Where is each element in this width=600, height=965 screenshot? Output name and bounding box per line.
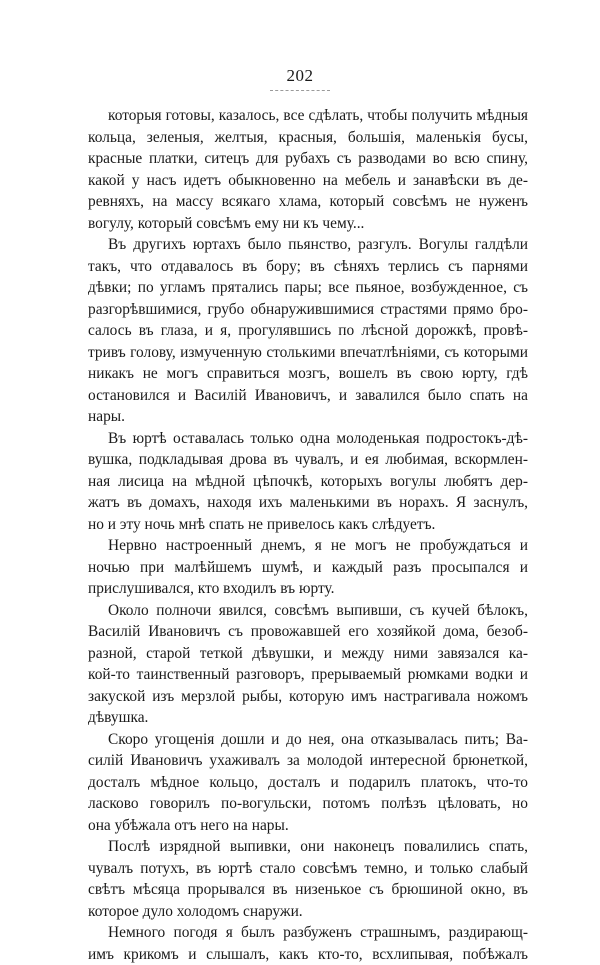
paragraph-p4 — [88, 535, 528, 600]
text-line: Около полночи явился, совсѣмъ выпивши, съ кучей бѣлокъ, — [88, 600, 528, 622]
text-line: Немного погодя я былъ разбуженъ страшнымъ, раздирающ- — [88, 922, 528, 944]
text-line: какой у насъ идетъ обыкновенно на мебель и занавѣски въ де- — [88, 170, 528, 192]
text-line: вогулу, который совсѣмъ ему ни къ чему... — [88, 213, 528, 235]
paragraph-p1 — [88, 105, 528, 234]
text-line: она убѣжала отъ него на нары. — [88, 815, 528, 837]
text-line: вушка, подкладывая дрова въ чувалъ, и ея любимая, вскормлен- — [88, 449, 528, 471]
header-rule — [270, 90, 330, 92]
text-line: дѣвушка. — [88, 707, 528, 729]
text-line: Скоро угощенія дошли и до нея, она отказывалась пить; Ва- — [88, 729, 528, 751]
text-line: ласково говорилъ по-вогульски, потомъ полѣзъ цѣловать, но — [88, 793, 528, 815]
text-line: никакъ не могъ справиться мозгъ, вошелъ въ свою юрту, гдѣ — [88, 363, 528, 385]
text-line: закуской изъ мерзлой рыбы, которую имъ настрагивала ножомъ — [88, 686, 528, 708]
text-line: разгорѣвшимися, грубо обнаружившимися страстями прямо бро- — [88, 299, 528, 321]
text-line: которыя готовы, казалось, все сдѣлать, чтобы получить мѣдныя — [88, 105, 528, 127]
text-line: досталъ мѣдное кольцо, досталъ и подарилъ платокъ, что-то — [88, 772, 528, 794]
text-line: жатъ въ домахъ, находя ихъ маленькими въ норахъ. Я заснулъ, — [88, 492, 528, 514]
text-line: салось въ глаза, и я, прогулявшись по лѣсной дорожкѣ, провѣ- — [88, 320, 528, 342]
text-line: дѣвки; по угламъ прятались пары; все пьяное, возбужденное, съ — [88, 277, 528, 299]
text-line: нары. — [88, 406, 528, 428]
text-line: силій Ивановичъ ухаживалъ за молодой интересной брюнеткой, — [88, 750, 528, 772]
text-line: тривъ голову, измученную столькими впечатлѣніями, съ которыми — [88, 342, 528, 364]
text-line: остановился и Василій Ивановичъ, и завалился было спать на — [88, 385, 528, 407]
text-line: Нервно настроенный днемъ, я не могъ не пробуждаться и — [88, 535, 528, 557]
paragraph-p5 — [88, 600, 528, 729]
text-line: чувалъ потухъ, въ юртѣ стало совсѣмъ темно, и только слабый — [88, 858, 528, 880]
text-line: прислушивался, кто входилъ въ юрту. — [88, 578, 528, 600]
paragraph-p8 — [88, 922, 528, 965]
paragraph-p6 — [88, 729, 528, 837]
body-text — [88, 105, 528, 965]
paragraph-p3 — [88, 428, 528, 536]
page-number: 202 — [0, 66, 600, 86]
text-line: такъ, что отдавалось въ бору; въ сѣняхъ терлись съ парнями — [88, 256, 528, 278]
text-line: ная лисица на мѣдной цѣпочкѣ, которыхъ вогулы любятъ дер- — [88, 471, 528, 493]
text-line: Василій Ивановичъ съ провожавшей его хозяйкой дома, безоб- — [88, 621, 528, 643]
text-line: которое дуло холодомъ снаружи. — [88, 901, 528, 923]
text-line: ночью при малѣйшемъ шумѣ, и каждый разъ просыпался и — [88, 557, 528, 579]
text-line: кой-то таинственный разговоръ, прерываемый рюмками водки и — [88, 664, 528, 686]
text-line: имъ крикомъ и слышалъ, какъ кто-то, всхлипывая, побѣжалъ — [88, 944, 528, 965]
text-line: Послѣ изрядной выпивки, они наконецъ повалились спать, — [88, 836, 528, 858]
paragraph-p2 — [88, 234, 528, 428]
text-line: Въ юртѣ оставалась только одна молоденькая подростокъ-дѣ- — [88, 428, 528, 450]
paragraph-p7 — [88, 836, 528, 922]
text-line: но и эту ночь мнѣ спать не привелось какъ слѣдуетъ. — [88, 514, 528, 536]
text-line: разной, старой теткой дѣвушки, и между ними завязался ка- — [88, 643, 528, 665]
text-line: ревняхъ, на массу всякаго хлама, который совсѣмъ не нуженъ — [88, 191, 528, 213]
text-line: Въ другихъ юртахъ было пьянство, разгулъ. Вогулы галдѣли — [88, 234, 528, 256]
text-line: красные платки, ситецъ для рубахъ съ разводами во всю спину, — [88, 148, 528, 170]
text-line: кольца, зеленыя, желтыя, красныя, большія, маленькія бусы, — [88, 127, 528, 149]
text-line: свѣтъ мѣсяца прорывался въ низенькое съ брюшиной окно, въ — [88, 879, 528, 901]
